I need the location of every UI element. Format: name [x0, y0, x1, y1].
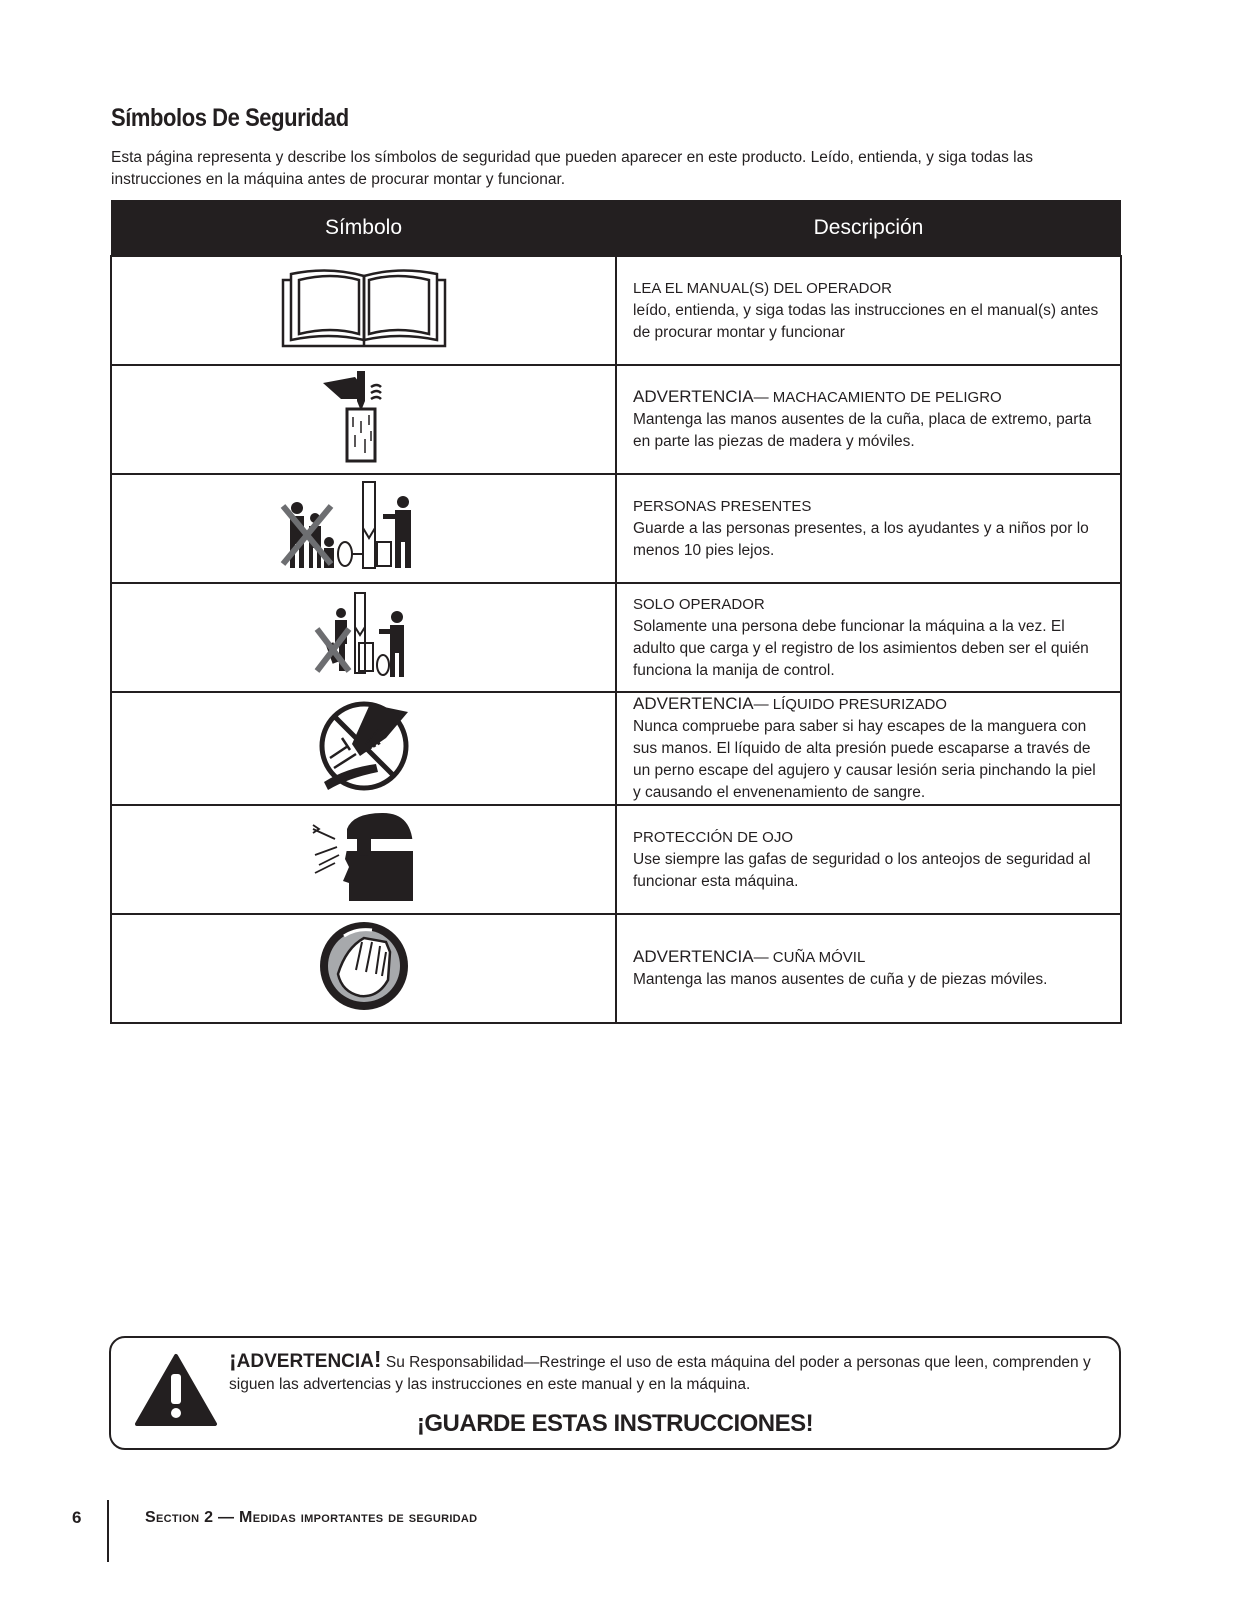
pressurized-fluid-icon: [316, 698, 412, 794]
table-row: [111, 692, 1121, 805]
row-heading: ADVERTENCIA: [633, 387, 754, 406]
row-text: Nunca compruebe para saber si hay escapes de la manguera con sus manos. El líquido de alta presión puede escaparse a través de un perno escape del agujero y causar lesión seria pinchando la piel y causando el envenenamiento de sangre.: [633, 718, 1096, 801]
warning-label: ADVERTENCIA: [236, 1351, 374, 1372]
row-text: leído, entienda, y siga todas las instrucciones en el manual(s) antes de procurar montar y funcionar: [633, 301, 1099, 341]
row-text: Solamente una persona debe funcionar la máquina a la vez. El adulto que carga y el registro de los asimientos deben ser el quién funciona la manija de control.: [633, 617, 1089, 679]
open-book-icon: [279, 260, 449, 356]
safety-symbols-table: [110, 200, 1122, 1024]
table-row: [111, 805, 1121, 914]
save-instructions-banner: ¡GUARDE ESTAS INSTRUCCIONES!: [416, 1410, 814, 1437]
row-heading: ADVERTENCIA: [633, 947, 754, 966]
row-heading-suffix: — MACHACAMIENTO DE PELIGRO: [753, 389, 1002, 406]
row-heading: LEA EL MANUAL(S) DEL OPERADOR: [633, 279, 892, 297]
table-row: [111, 914, 1121, 1023]
table-row: [111, 365, 1121, 474]
row-text: Use siempre las gafas de seguridad o los anteojos de seguridad al funcionar esta máquina.: [633, 850, 1091, 890]
row-heading: PERSONAS PRESENTES: [633, 497, 812, 515]
row-heading: ADVERTENCIA: [633, 694, 754, 713]
row-text: Mantenga las manos ausentes de la cuña, placa de extremo, parta en parte las piezas de madera y móviles.: [633, 411, 1092, 450]
table-row: [111, 474, 1121, 583]
table-row: [111, 256, 1121, 365]
symbol-column-header: Símbolo: [111, 200, 616, 256]
crush-hazard-icon: [319, 369, 409, 465]
warning-text: Su Responsabilidad—Restringe el uso de esta máquina del poder a personas que leen, comprenden y siguen las advertencias y las instrucciones en este manual y en la máquina.: [229, 1354, 1091, 1393]
row-heading-suffix: — LÍQUIDO PRESURIZADO: [753, 696, 947, 713]
table-header-row: [111, 200, 1121, 256]
description-column-header: Descripción: [616, 200, 1121, 256]
bystanders-icon: [279, 478, 449, 574]
warning-box: ¡ADVERTENCIA! Su Responsabilidad—Restringe el uso de esta máquina del poder a personas que leen, comprenden y siguen las advertencias y las instrucciones en este manual y en la máquina. ¡GUARDE ESTAS INSTRUCCIONES!: [109, 1336, 1121, 1450]
single-operator-icon: [309, 587, 419, 683]
row-heading: PROTECCIÓN DE OJO: [633, 828, 794, 846]
table-row: [111, 583, 1121, 692]
page-number: 6: [72, 1508, 82, 1527]
footer-divider: [107, 1500, 109, 1562]
row-text: Mantenga las manos ausentes de cuña y de piezas móviles.: [633, 971, 1048, 988]
moving-wedge-icon: [316, 918, 412, 1014]
row-heading-suffix: — CUÑA MÓVIL: [753, 949, 866, 966]
footer-section-title: Section 2 — Medidas importantes de seguridad: [145, 1509, 478, 1526]
intro-paragraph: Esta página representa y describe los símbolos de seguridad que pueden aparecer en este producto. Leído, entienda, y siga todas las instrucciones en la máquina antes de procurar montar y funcionar.: [111, 149, 1033, 188]
row-heading: SOLO OPERADOR: [633, 595, 765, 613]
eye-protection-icon: [309, 809, 419, 905]
row-text: Guarde a las personas presentes, a los ayudantes y a niños por lo menos 10 pies lejos.: [633, 519, 1089, 559]
page-title: Símbolos De Seguridad: [111, 104, 349, 132]
